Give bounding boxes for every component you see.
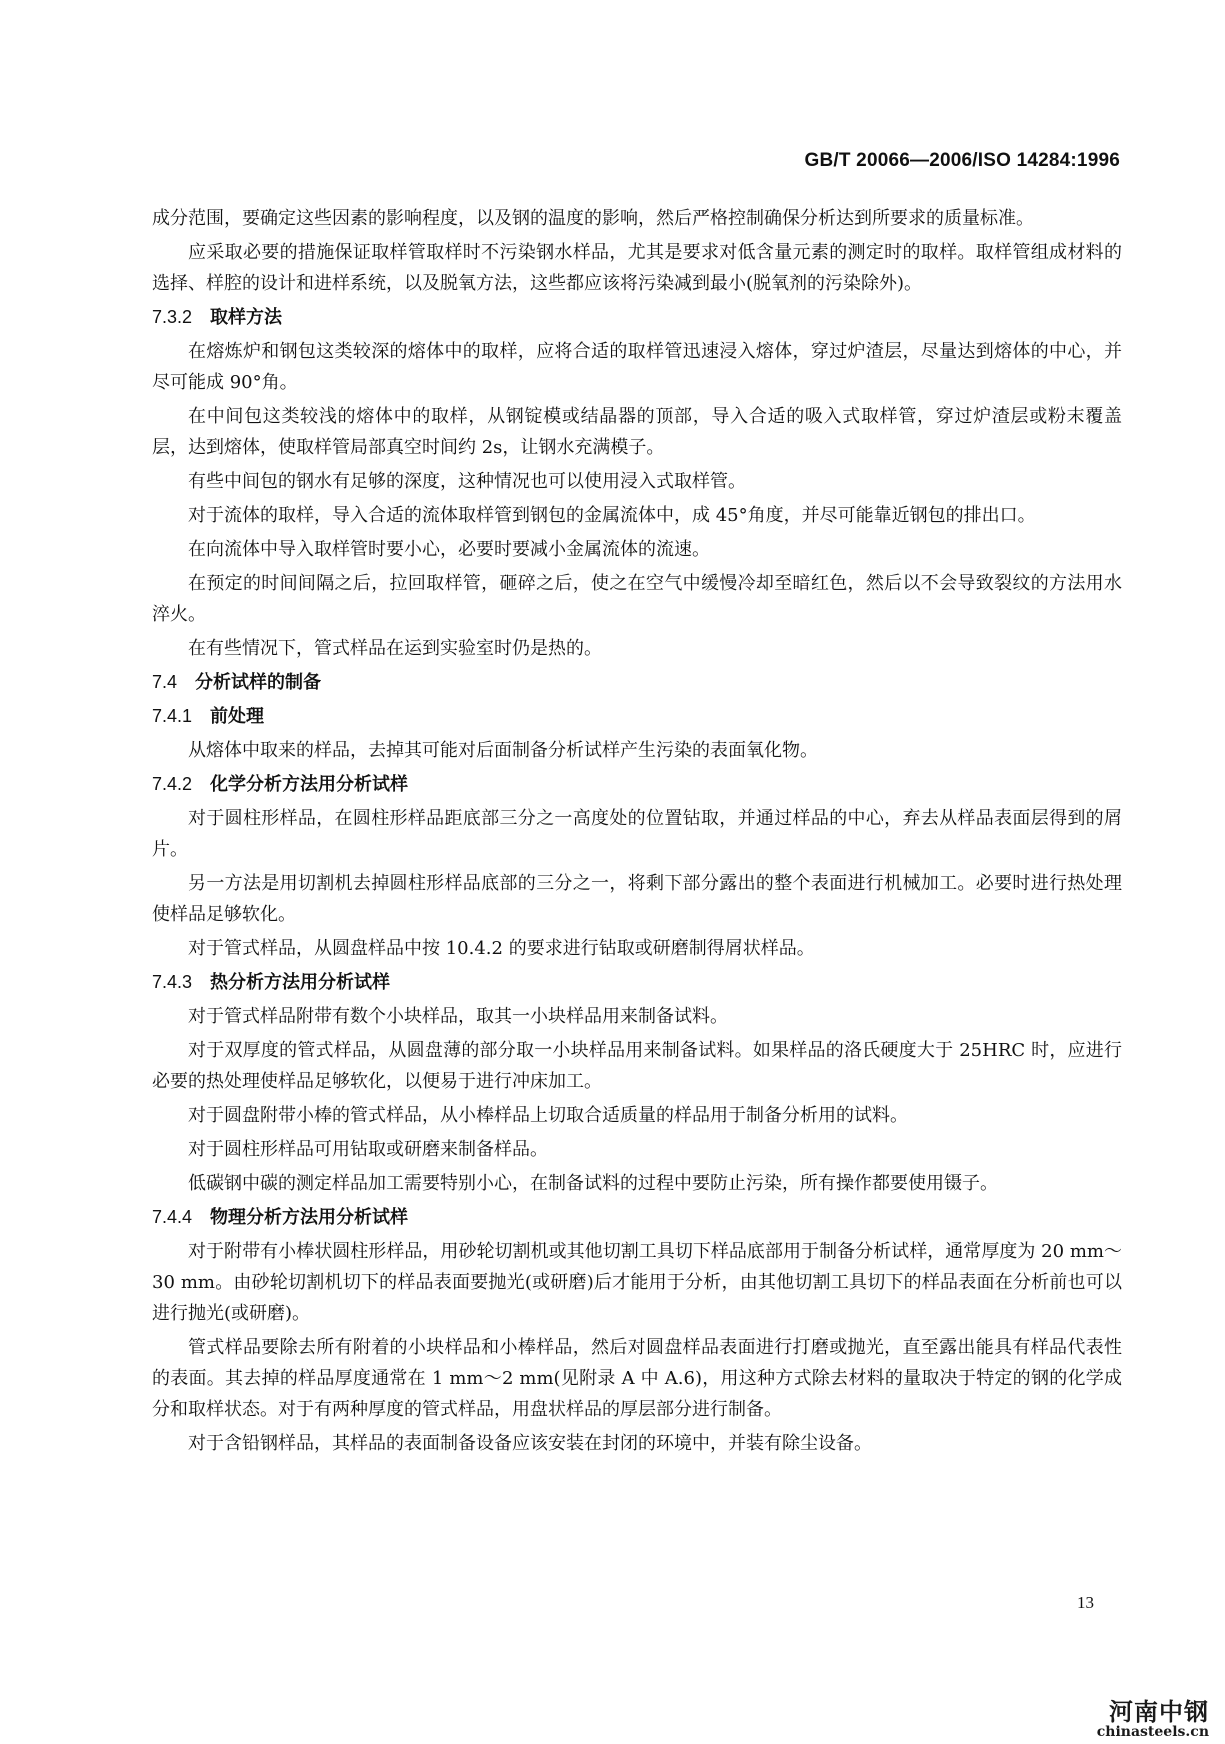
- section-number: 7.4.1: [152, 706, 193, 726]
- section-heading: [152, 967, 1122, 998]
- paragraph: 另一方法是用切割机去掉圆柱形样品底部的三分之一，将剩下部分露出的整个表面进行机械加工。必要时进行热处理使样品足够软化。: [152, 873, 1122, 925]
- paragraph: 对于附带有小棒状圆柱形样品，用砂轮切割机或其他切割工具切下样品底部用于制备分析试样，通常厚度为 20 mm～30 mm。由砂轮切割机切下的样品表面要抛光(或研磨)后才能用于分析，由其他切割工具切下的样品表面在分析前也可以进行抛光(或研磨)。: [152, 1241, 1122, 1324]
- paragraph: 对于含铅钢样品，其样品的表面制备设备应该安装在封闭的环境中，并装有除尘设备。: [188, 1433, 872, 1454]
- paragraph: 对于管式样品附带有数个小块样品，取其一小块样品用来制备试料。: [188, 1006, 728, 1027]
- paragraph: 低碳钢中碳的测定样品加工需要特别小心，在制备试料的过程中要防止污染，所有操作都要使用镊子。: [188, 1173, 998, 1194]
- paragraph: 对于圆柱形样品，在圆柱形样品距底部三分之一高度处的位置钻取，并通过样品的中心，弃去从样品表面层得到的屑片。: [152, 808, 1122, 860]
- section-title: 化学分析方法用分析试样: [210, 774, 409, 795]
- paragraph: 对于管式样品，从圆盘样品中按 10.4.2 的要求进行钻取或研磨制得屑状样品。: [188, 938, 815, 959]
- section-number: 7.4: [152, 672, 178, 692]
- paragraph: 对于圆盘附带小棒的管式样品，从小棒样品上切取合适质量的样品用于制备分析用的试料。: [188, 1105, 908, 1126]
- watermark-cn: 河南中钢: [1109, 1698, 1209, 1726]
- standard-number-header: GB/T 20066—2006/ISO 14284:1996: [804, 150, 1120, 171]
- paragraph: 在熔炼炉和钢包这类较深的熔体中的取样，应将合适的取样管迅速浸入熔体，穿过炉渣层，尽量达到熔体的中心，并尽可能成 90°角。: [152, 341, 1122, 393]
- section-title: 分析试样的制备: [195, 672, 322, 693]
- section-heading: [152, 1202, 1122, 1233]
- paragraph: 有些中间包的钢水有足够的深度，这种情况也可以使用浸入式取样管。: [188, 471, 746, 492]
- document-body: [152, 203, 1122, 1462]
- paragraph: 在向流体中导入取样管时要小心，必要时要减小金属流体的流速。: [188, 539, 710, 560]
- section-heading: [152, 667, 1122, 698]
- watermark-logo: [1097, 1700, 1209, 1740]
- section-title: 取样方法: [210, 307, 283, 328]
- paragraph: 对于圆柱形样品可用钻取或研磨来制备样品。: [188, 1139, 548, 1160]
- section-title: 热分析方法用分析试样: [210, 972, 391, 993]
- paragraph: 应采取必要的措施保证取样管取样时不污染钢水样品，尤其是要求对低含量元素的测定时的取样。取样管组成材料的选择、样腔的设计和进样系统，以及脱氧方法，这些都应该将污染减到最小(脱氧剂的污染除外)。: [152, 242, 1122, 294]
- paragraph: 成分范围，要确定这些因素的影响程度，以及钢的温度的影响，然后严格控制确保分析达到所要求的质量标准。: [152, 208, 1034, 229]
- paragraph: 从熔体中取来的样品，去掉其可能对后面制备分析试样产生污染的表面氧化物。: [188, 740, 818, 761]
- section-heading: [152, 701, 1122, 732]
- section-heading: [152, 769, 1122, 800]
- section-title: 前处理: [210, 706, 265, 727]
- paragraph: 管式样品要除去所有附着的小块样品和小棒样品，然后对圆盘样品表面进行打磨或抛光，直至露出能具有样品代表性的表面。其去掉的样品厚度通常在 1 mm～2 mm(见附录 A 中 A.6)，用这种方式除去材料的量取决于特定的钢的化学成分和取样状态。对于有两种厚度的管式样品，用盘状样品的厚层部分进行制备。: [152, 1337, 1122, 1420]
- section-number: 7.3.2: [152, 307, 193, 327]
- paragraph: 在中间包这类较浅的熔体中的取样，从钢锭模或结晶器的顶部，导入合适的吸入式取样管，穿过炉渣层或粉末覆盖层，达到熔体，使取样管局部真空时间约 2s，让钢水充满模子。: [152, 406, 1122, 458]
- paragraph: 在预定的时间间隔之后，拉回取样管，砸碎之后，使之在空气中缓慢冷却至暗红色，然后以不会导致裂纹的方法用水淬火。: [152, 573, 1122, 625]
- section-heading: [152, 302, 1122, 333]
- section-title: 物理分析方法用分析试样: [210, 1207, 409, 1228]
- paragraph: 在有些情况下，管式样品在运到实验室时仍是热的。: [188, 638, 602, 659]
- section-number: 7.4.2: [152, 774, 193, 794]
- section-number: 7.4.4: [152, 1207, 193, 1227]
- paragraph: 对于流体的取样，导入合适的流体取样管到钢包的金属流体中，成 45°角度，并尽可能靠近钢包的排出口。: [188, 505, 1036, 526]
- watermark-url: chinasteels.cn: [1096, 1724, 1209, 1740]
- page-number: 13: [1077, 1593, 1094, 1612]
- paragraph: 对于双厚度的管式样品，从圆盘薄的部分取一小块样品用来制备试料。如果样品的洛氏硬度大于 25HRC 时，应进行必要的热处理使样品足够软化，以便易于进行冲床加工。: [152, 1040, 1122, 1092]
- section-number: 7.4.3: [152, 972, 193, 992]
